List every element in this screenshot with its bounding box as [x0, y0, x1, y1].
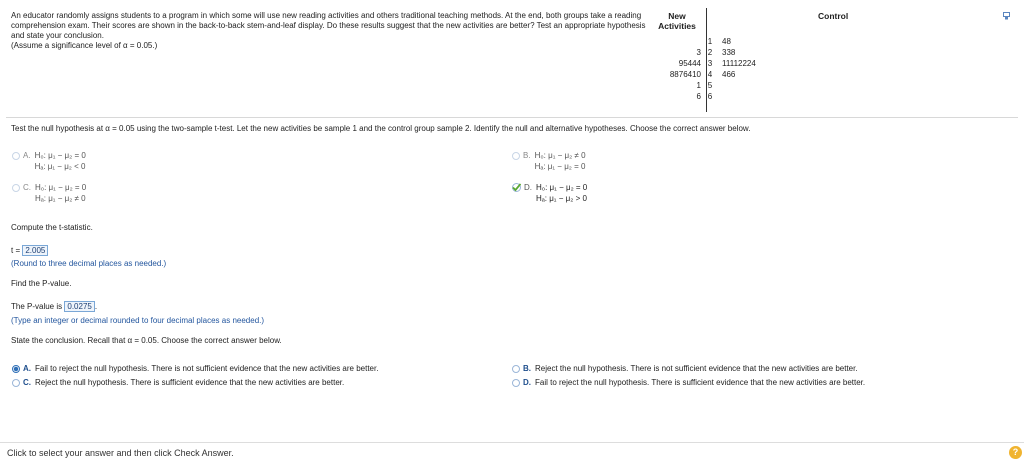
q1-option-c[interactable]: C. H₀: μ₁ − μ₂ = 0 Hₐ: μ₁ − μ₂ ≠ 0 — [12, 182, 86, 204]
q3-prompt: Find the P-value. — [11, 279, 72, 288]
radio-b[interactable] — [512, 152, 520, 160]
t-stat-line — [11, 245, 48, 256]
significance-note: (Assume a significance level of α = 0.05.) — [11, 41, 158, 50]
t-stat-answer[interactable]: 2.005 — [22, 245, 48, 256]
p-value-line: The P-value is 0.0275 . — [11, 302, 98, 311]
q4-prompt: State the conclusion. Recall that α = 0.05. Choose the correct answer below. — [11, 336, 282, 345]
q1-option-b[interactable]: B. H₀: μ₁ − μ₂ ≠ 0 Hₐ: μ₁ − μ₂ = 0 — [512, 150, 586, 172]
q1-d-ha: Hₐ: μ₁ − μ₂ > 0 — [536, 194, 587, 203]
q2-prompt: Compute the t-statistic. — [11, 223, 93, 232]
radio-d[interactable] — [512, 379, 520, 387]
correct-check-icon — [512, 183, 521, 192]
q3-hint: (Type an integer or decimal rounded to four decimal places as needed.) — [11, 316, 265, 325]
problem-statement — [11, 11, 651, 51]
q1-a-h0: H₀: μ₁ − μ₂ = 0 — [34, 151, 86, 160]
radio-c[interactable] — [12, 379, 20, 387]
t-label: t = — [11, 246, 21, 255]
p-label: The P-value is — [11, 302, 63, 311]
footer-instruction: Click to select your answer and then click Check Answer. — [7, 448, 234, 458]
stemplot-row: 3 2 338 — [696, 48, 736, 57]
stemplot-row: 1 5 — [696, 81, 713, 90]
p-value-answer[interactable]: 0.0275 — [64, 301, 94, 312]
q2-hint: (Round to three decimal places as needed.) — [11, 259, 167, 268]
stemplot-row: 95444 3 11112224 — [678, 59, 756, 68]
stemplot-row: 1 48 — [707, 37, 731, 46]
q1-option-a[interactable]: A. H₀: μ₁ − μ₂ = 0 Hₐ: μ₁ − μ₂ < 0 — [12, 150, 86, 172]
q1-b-h0: H₀: μ₁ − μ₂ ≠ 0 — [534, 151, 586, 160]
q1-c-h0: H₀: μ₁ − μ₂ = 0 — [35, 183, 87, 192]
q1-a-ha: Hₐ: μ₁ − μ₂ < 0 — [34, 162, 86, 171]
q4-option-a[interactable]: A. Fail to reject the null hypothesis. There is not sufficient evidence that the new activities are better. — [12, 363, 378, 374]
q4-option-d[interactable]: D. Fail to reject the null hypothesis. There is sufficient evidence that the new activities are better. — [512, 377, 865, 388]
q1-d-h0: H₀: μ₁ − μ₂ = 0 — [536, 183, 588, 192]
q4-option-c[interactable]: C. Reject the null hypothesis. There is sufficient evidence that the new activities are better. — [12, 377, 344, 388]
stemplot-row: 6 6 — [696, 92, 713, 101]
problem-text: An educator randomly assigns students to a program in which some will use new reading activities and others traditional teaching methods. At the end, both groups take a reading comprehension exam. Their scores are shown in the back-to-back stem-and-leaf display. Do these results suggest that the new activities are better? Test an appropriate hypothesis and state your conclusion. — [11, 11, 646, 40]
help-icon[interactable]: ? — [1009, 446, 1022, 459]
stemplot — [655, 36, 775, 102]
q1-b-ha: Hₐ: μ₁ − μ₂ = 0 — [534, 162, 586, 171]
q1-option-d[interactable]: D. H₀: μ₁ − μ₂ = 0 Hₐ: μ₁ − μ₂ > 0 — [512, 182, 587, 204]
radio-c[interactable] — [12, 184, 20, 192]
section-divider — [6, 117, 1018, 118]
q4-option-b[interactable]: B. Reject the null hypothesis. There is not sufficient evidence that the new activities are better. — [512, 363, 858, 374]
tools-icon[interactable] — [1003, 12, 1010, 20]
radio-a[interactable] — [12, 152, 20, 160]
radio-b[interactable] — [512, 365, 520, 373]
radio-a-selected[interactable] — [12, 365, 20, 373]
stemplot-right-header: Control — [818, 11, 849, 21]
q1-prompt: Test the null hypothesis at α = 0.05 using the two-sample t-test. Let the new activities be sample 1 and the control group sample 2. Identify the null and alternative hypotheses. Choose the correct answer below. — [11, 124, 751, 133]
q1-c-ha: Hₐ: μ₁ − μ₂ ≠ 0 — [35, 194, 86, 203]
stemplot-left-header: New Activities — [658, 11, 696, 31]
stemplot-row: 8876410 4 466 — [669, 70, 736, 79]
